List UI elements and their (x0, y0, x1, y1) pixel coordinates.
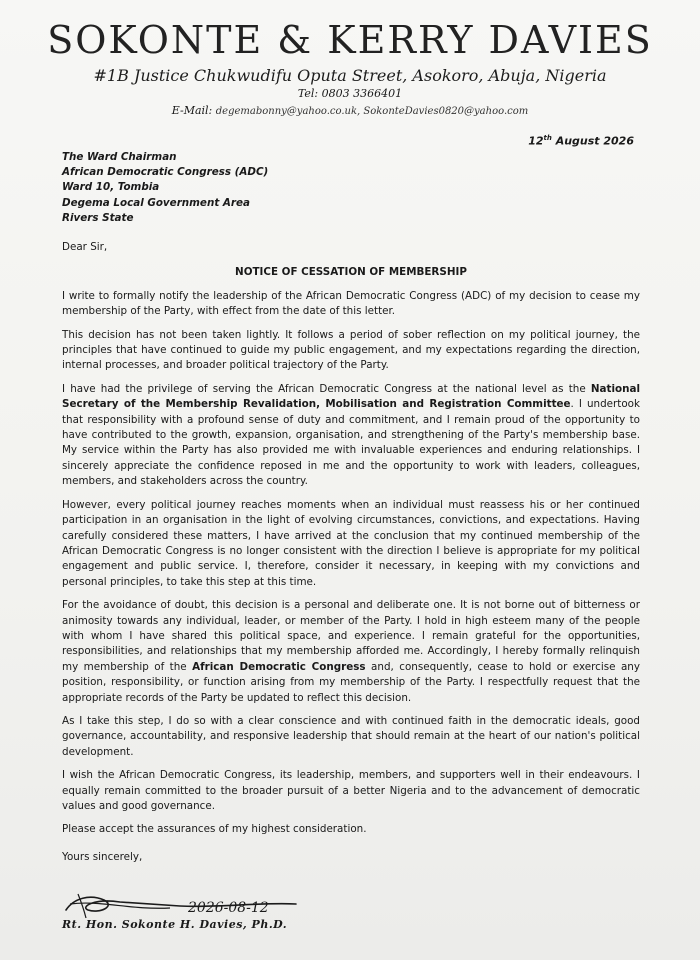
recipient-address (62, 150, 640, 226)
date-rest: August 2026 (555, 134, 634, 148)
handwritten-date: 2026-08-12 (188, 900, 269, 916)
recipient-line: The Ward Chairman (62, 151, 177, 163)
paragraph-text: For the avoidance of doubt, this decision is a personal and deliberate one. It is not borne out of bitterness or animosity towards any individual, leader, or member of the Party. I hold in high esteem many of the people with whom I have shared this political space, and experience. I remain grateful for the opportunities, responsibilities, and relationships that my membership afforded me. Accordingly, I hereby formally relinquish my membership of the (62, 599, 640, 673)
paragraph (62, 382, 640, 490)
recipient-line: Rivers State (62, 211, 134, 224)
date-suffix: th (543, 134, 552, 142)
paragraph: This decision has not been taken lightly. It follows a period of sober reflection on my political journey, the principles that have continued to guide my public engagement, and my expectations regarding the direction, internal processes, and broader political trajectory of the Party. (62, 328, 640, 372)
letter-subject: NOTICE OF CESSATION OF MEMBERSHIP (235, 266, 467, 279)
paragraph: As I take this step, I do so with a clear conscience and with continued faith in the democratic ideals, good governance, accountability, and responsive leadership that should remain at the heart of our nation's political development. (62, 714, 640, 758)
paragraph: I wish the African Democratic Congress, its leadership, members, and supporters well in their endeavours. I equally remain committed to the broader pursuit of a better Nigeria and to the advancement of democratic values and good governance. (62, 769, 640, 813)
paragraph-text: I have had the privilege of serving the African Democratic Congress at the national level as the (62, 382, 591, 395)
salutation: Dear Sir, (62, 241, 108, 254)
signature-block (60, 880, 360, 940)
firm-telephone: Tel: 0803 3366401 (297, 87, 403, 100)
letterhead (0, 20, 700, 117)
closing-paragraph: Please accept the assurances of my highest consideration. (62, 823, 367, 836)
paragraph-bold-text: African Democratic Congress (192, 660, 366, 673)
signatory-name: Rt. Hon. Sokonte H. Davies, Ph.D. (62, 918, 288, 931)
paragraph: However, every political journey reaches moments when an individual must reassess his or her continued participation in an organisation in the light of evolving circumstances, convictions, and expectations. Having carefully considered these matters, I have arrived at the conclusion that my continued membership of the African Democratic Congress is no longer consistent with the direction I believe is appropriate for my political engagement and public service. I, therefore, consider it necessary, in keeping with my convictions and personal principles, to take this step at this time. (62, 498, 640, 588)
recipient-line: Ward 10, Tombia (62, 181, 160, 194)
letter-body (62, 150, 640, 865)
valediction: Yours sincerely, (62, 850, 143, 863)
firm-email-line (0, 104, 700, 117)
letter-date (528, 134, 634, 148)
paragraph (62, 598, 640, 706)
firm-address: #1B Justice Chukwudifu Oputa Street, Asokoro, Abuja, Nigeria (93, 66, 607, 85)
recipient-line: Degema Local Government Area (62, 196, 250, 209)
paragraph-text: and, consequently, cease to hold or exercise any position, responsibility, or function arising from my membership of the Party. I respectfully request that the appropriate records of the Party be updated to reflect this decision. (62, 660, 640, 704)
paragraph-bold-text: National Secretary of the Membership Revalidation, Mobilisation and Registration Committee (62, 382, 640, 411)
firm-name: SOKONTE & KERRY DAVIES (47, 18, 653, 62)
date-day: 12 (528, 134, 544, 148)
paragraph: I write to formally notify the leadership of the African Democratic Congress (ADC) of my decision to cease my membership of the Party, with effect from the date of this letter. (62, 289, 640, 318)
recipient-line: African Democratic Congress (ADC) (62, 166, 269, 179)
email-label: E-Mail: (171, 104, 213, 117)
paragraph-text: . I undertook that responsibility with a profound sense of duty and commitment, and I remain proud of the opportunity to have contributed to the growth, expansion, organisation, and strengthening of the Party's membership base. My service within the Party has also provided me with invaluable experiences and enduring relationships. I sincerely appreciate the confidence reposed in me and the opportunity to work with leaders, colleagues, members, and stakeholders across the country. (62, 398, 640, 488)
email-addresses: degemabonny@yahoo.co.uk, SokonteDavies0820@yahoo.com (215, 106, 529, 117)
